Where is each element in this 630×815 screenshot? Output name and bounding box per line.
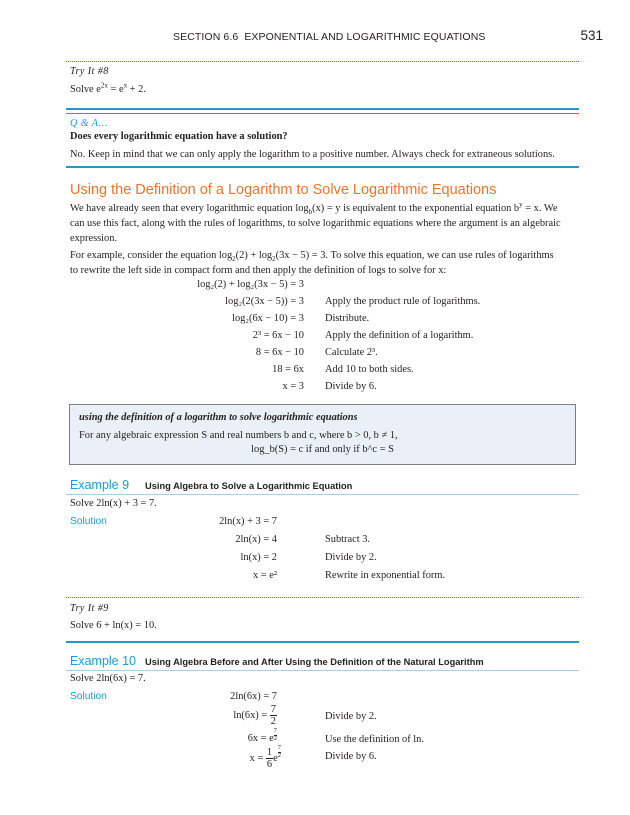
example10-note: Divide by 2. <box>325 711 377 722</box>
example9-step: 2ln(x) + 3 = 7 <box>219 516 277 527</box>
exponent-fraction: $\frac{7}{2}$ <box>277 744 281 759</box>
intro-paragraph: We have already seen that every logarithmic equation $\log_b(x) = y$ is equivalent to the exponential equation $b^y = x$. We can use this fact, along with the rules of logarithms, to solve logarithmic equations where the argument is an algebraic expression. <box>70 200 561 245</box>
tryit9-label: Try It #9 <box>70 603 109 614</box>
example9-note: Subtract 3. <box>325 534 371 545</box>
derivation-note: Calculate 2³. <box>325 347 378 358</box>
definition-line2: log_b(S) = c if and only if b^c = S <box>251 444 394 455</box>
tryit9-prompt: Solve 6 + ln(x) = 10. <box>70 620 157 631</box>
running-header <box>173 31 485 43</box>
section-heading: Using the Definition of a Logarithm to Solve Logarithmic Equations <box>70 182 497 198</box>
derivation-note: Divide by 6. <box>325 381 377 392</box>
fraction: $\frac{7}{2}$ <box>270 704 276 727</box>
example9-step: x = e² <box>253 570 277 581</box>
example10-label: Example 10 <box>70 654 137 668</box>
example9-step: 2ln(x) = 4 <box>235 534 277 545</box>
qa-top-rule <box>66 113 579 114</box>
section-number: SECTION 6.6 <box>173 31 239 43</box>
example9-note: Divide by 2. <box>325 552 377 563</box>
example10-step4: x = $\frac{1}{6}$ e $\frac{7}{2}$ <box>249 744 281 770</box>
example9-solution-label: Solution <box>70 516 107 527</box>
qa-bottom-rule <box>66 166 579 168</box>
derivation-step: x = 3 <box>282 381 304 392</box>
example10-solution-label: Solution <box>70 691 107 702</box>
tryit8-prompt: Solve $e^{2x} = e^x + 2$. <box>70 81 146 95</box>
definition-box <box>69 404 576 465</box>
derivation-note: Apply the definition of a logarithm. <box>325 330 474 341</box>
example-paragraph: For example, consider the equation $\log_2(2) + \log_2(3x - 5) = 3$. To solve this equation, we can use rules of logarithms to rewrite the left side in compact form and then apply the definition of logs to solve for x: <box>70 250 554 277</box>
example9-note: Rewrite in exponential form. <box>325 570 446 581</box>
exponent-fraction: $\frac{7}{2}$ <box>273 727 277 742</box>
example10-step1: 2ln(6x) = 7 <box>230 691 277 702</box>
qa-answer: No. Keep in mind that we can only apply the logarithm to a positive number. Always check for extraneous solutions. <box>70 149 555 160</box>
tryit8-bottom-rule <box>66 108 579 110</box>
example10-prompt: Solve 2ln(6x) = 7. <box>70 673 146 684</box>
example9-rule <box>66 494 579 495</box>
derivation-step: 8 = 6x − 10 <box>255 347 304 358</box>
tryit9-top-rule <box>66 597 579 598</box>
example10-step2: ln(6x) = $\frac{7}{2}$ <box>233 704 276 727</box>
tryit9-bottom-rule <box>66 641 579 643</box>
example10-note: Divide by 6. <box>325 751 377 762</box>
section-title: EXPONENTIAL AND LOGARITHMIC EQUATIONS <box>244 31 486 43</box>
example10-rule <box>66 670 579 671</box>
example10-step3: 6x = e $\frac{7}{2}$ <box>247 727 277 744</box>
example10-note: Use the definition of ln. <box>325 734 424 745</box>
example9-prompt: Solve 2ln(x) + 3 = 7. <box>70 498 157 509</box>
example9-title: Using Algebra to Solve a Logarithmic Equation <box>145 481 353 491</box>
derivation-step: log₂(2) + log₂(3x − 5) = 3 <box>197 279 304 290</box>
derivation-step: log₂(6x − 10) = 3 <box>232 313 304 324</box>
tryit8-top-rule <box>66 61 579 62</box>
derivation-step: log₂(2(3x − 5)) = 3 <box>225 296 304 307</box>
qa-label: Q & A… <box>70 118 108 129</box>
derivation-note: Add 10 to both sides. <box>325 364 414 375</box>
qa-question: Does every logarithmic equation have a solution? <box>70 131 288 142</box>
derivation-note: Distribute. <box>325 313 370 324</box>
tryit8-label: Try It #8 <box>70 66 109 77</box>
derivation-step: 18 = 6x <box>272 364 304 375</box>
example10-title: Using Algebra Before and After Using the Definition of the Natural Logarithm <box>145 657 484 667</box>
definition-line1: For any algebraic expression S and real numbers b and c, where b > 0, b ≠ 1, <box>79 430 398 441</box>
fraction: $\frac{1}{6}$ <box>266 747 273 770</box>
page-number: 531 <box>580 28 603 43</box>
example9-step: ln(x) = 2 <box>240 552 277 563</box>
example9-label: Example 9 <box>70 478 130 492</box>
derivation-step: 2³ = 6x − 10 <box>252 330 304 341</box>
definition-title: using the definition of a logarithm to solve logarithmic equations <box>79 412 358 423</box>
derivation-note: Apply the product rule of logarithms. <box>325 296 481 307</box>
